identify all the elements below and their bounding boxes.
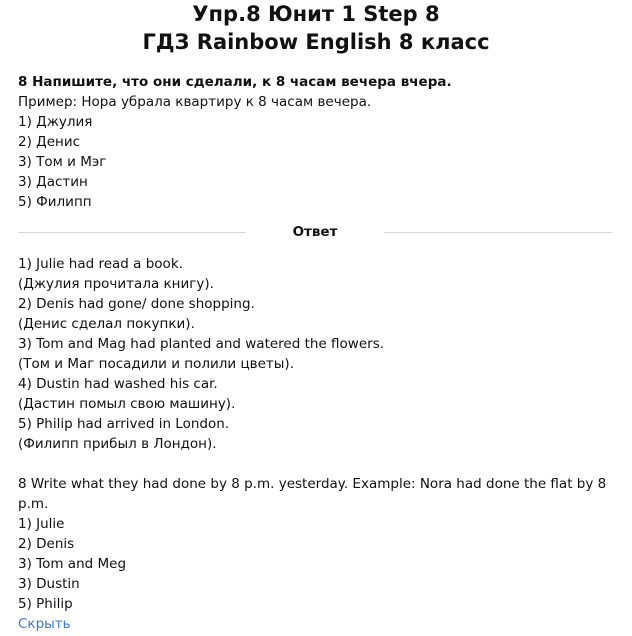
- divider-rule-right: [384, 232, 612, 233]
- answer-line: 5) Philip had arrived in London.: [18, 416, 230, 432]
- answer-label: Ответ: [285, 222, 346, 242]
- exercise-content: [18, 72, 612, 634]
- answer-line: (Дастин помыл свою машину).: [18, 396, 236, 412]
- title-line-1: Упр.8 Юнит 1 Step 8: [192, 2, 440, 26]
- page-title: [0, 0, 632, 56]
- answer-line: 1) Julie had read a book.: [18, 256, 183, 272]
- task-item: 3) Том и Мэг: [18, 154, 107, 170]
- task-item: 3) Дастин: [18, 174, 88, 190]
- english-task-text: 8 Write what they had done by 8 p.m. yesterday. Example: Nora had done the flat by 8 p.m.: [18, 476, 607, 512]
- english-task-item: 5) Philip: [18, 596, 73, 612]
- answer-line: 4) Dustin had washed his car.: [18, 376, 218, 392]
- task-example: Пример: Нора убрала квартиру к 8 часам вечера.: [18, 94, 372, 110]
- task-item: 5) Филипп: [18, 194, 92, 210]
- answer-line: (Денис сделал покупки).: [18, 316, 195, 332]
- task-item: 2) Денис: [18, 134, 81, 150]
- task-heading: 8 Напишите, что они сделали, к 8 часам вечера вчера.: [18, 74, 452, 90]
- answer-line: (Джулия прочитала книгу).: [18, 276, 214, 292]
- divider-rule-left: [18, 232, 246, 233]
- english-task-item: 3) Tom and Meg: [18, 556, 127, 572]
- answer-line: (Филипп прибыл в Лондон).: [18, 436, 217, 452]
- english-task-item: 3) Dustin: [18, 576, 80, 592]
- english-task-item: 2) Denis: [18, 536, 75, 552]
- task-item: 1) Джулия: [18, 114, 93, 130]
- english-task-item: 1) Julie: [18, 516, 65, 532]
- answer-divider: [18, 222, 612, 242]
- hide-link[interactable]: Скрыть: [18, 616, 71, 632]
- title-line-2: ГДЗ Rainbow English 8 класс: [142, 30, 490, 54]
- answer-line: (Том и Маг посадили и полили цветы).: [18, 356, 294, 372]
- answer-line: 3) Tom and Mag had planted and watered the flowers.: [18, 336, 385, 352]
- answer-line: 2) Denis had gone/ done shopping.: [18, 296, 255, 312]
- spacer: [18, 454, 612, 474]
